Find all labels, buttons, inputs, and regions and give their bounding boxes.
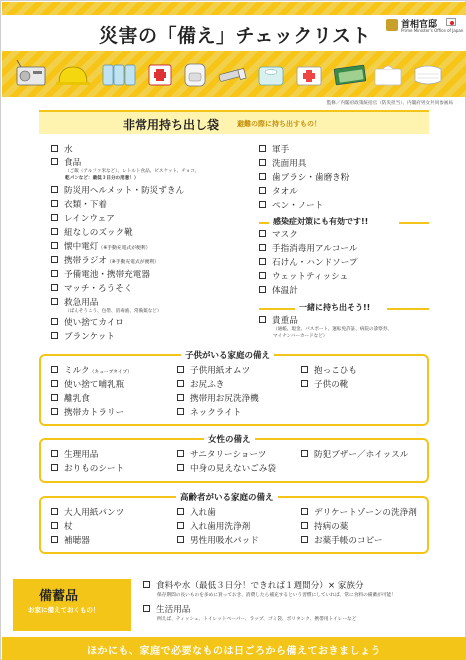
checkbox[interactable] bbox=[177, 394, 184, 401]
elderly-title: 高齢者がいる家庭の備え bbox=[176, 491, 278, 503]
checklist-item[interactable]: 離乳食 bbox=[51, 394, 90, 405]
checklist-item[interactable]: ネックライト bbox=[177, 408, 241, 419]
checklist-item[interactable]: マスク bbox=[259, 230, 298, 241]
cash-icon bbox=[334, 65, 366, 85]
government-logo bbox=[386, 17, 464, 39]
checkbox[interactable] bbox=[51, 270, 58, 277]
checkbox[interactable] bbox=[259, 201, 266, 208]
checkbox[interactable] bbox=[51, 228, 58, 235]
checklist-item[interactable]: レインウェア bbox=[51, 214, 115, 225]
checkbox[interactable] bbox=[51, 394, 58, 401]
checklist-item[interactable]: 入れ歯 bbox=[177, 508, 216, 519]
checkbox[interactable] bbox=[301, 380, 308, 387]
checkbox[interactable] bbox=[259, 187, 266, 194]
checklist-item[interactable]: サニタリーショーツ bbox=[177, 450, 266, 461]
checkbox[interactable] bbox=[177, 536, 184, 543]
checklist-item[interactable]: 携帯カトラリー bbox=[51, 408, 124, 419]
checkbox[interactable] bbox=[259, 173, 266, 180]
checklist-item[interactable]: 食品 bbox=[51, 158, 81, 169]
checkbox[interactable] bbox=[51, 186, 58, 193]
checklist-item[interactable]: ブランケット bbox=[51, 332, 115, 343]
checkbox[interactable] bbox=[51, 298, 58, 305]
checklist-item[interactable]: 子供の靴 bbox=[301, 380, 348, 391]
supplies-illustrations bbox=[13, 59, 453, 89]
checklist-item[interactable]: 衣類・下着 bbox=[51, 200, 107, 211]
checklist-item[interactable]: 懐中電灯（※手動充電式が便利） bbox=[51, 242, 150, 254]
first-aid-kit-icon bbox=[149, 65, 171, 85]
checklist-item[interactable]: 石けん・ハンドソープ bbox=[259, 258, 358, 269]
checkbox[interactable] bbox=[51, 380, 58, 387]
emergency-bag-title: 非常用持ち出し袋 bbox=[123, 118, 220, 132]
checklist-item[interactable]: 入れ歯用洗浄剤 bbox=[177, 522, 250, 533]
checklist-item[interactable]: マッチ・ろうそく bbox=[51, 284, 132, 295]
checkbox[interactable] bbox=[259, 258, 266, 265]
item-note: 乾パンなど：最低３日分の用意！） bbox=[65, 176, 139, 181]
checklist-item[interactable]: お薬手帳のコピー bbox=[301, 536, 382, 547]
checklist-item[interactable]: 中身の見えないごみ袋 bbox=[177, 464, 276, 475]
checklist-item[interactable]: 使い捨てカイロ bbox=[51, 318, 124, 329]
checkbox[interactable] bbox=[51, 332, 58, 339]
checklist-item[interactable]: おりものシート bbox=[51, 464, 124, 475]
checkbox[interactable] bbox=[259, 145, 266, 152]
logo-text: 首相官邸 bbox=[401, 20, 438, 30]
checkbox[interactable] bbox=[259, 272, 266, 279]
checkbox[interactable] bbox=[259, 244, 266, 251]
subhead-rule bbox=[259, 222, 269, 224]
credit-line: 監修／内閣府政策統括官（防災担当）、内閣府男女共同参画局 bbox=[326, 101, 453, 106]
checkbox[interactable] bbox=[301, 522, 308, 529]
item-note: マイナンバーカードなど） bbox=[273, 334, 328, 339]
checklist-item[interactable]: 携帯ラジオ（※手動充電式が便利） bbox=[51, 256, 159, 268]
checkbox[interactable] bbox=[301, 536, 308, 543]
backpack-icon bbox=[185, 64, 205, 86]
checklist-item[interactable]: 抱っこひも bbox=[301, 366, 357, 377]
checklist-item[interactable]: ミルク（キューブタイプ） bbox=[51, 366, 132, 378]
item-note: （ばんそうこう、包帯、消毒液、常備薬など） bbox=[65, 309, 162, 314]
checkbox[interactable] bbox=[51, 284, 58, 291]
checkbox[interactable] bbox=[301, 366, 308, 373]
checkbox[interactable] bbox=[259, 316, 266, 323]
checkbox[interactable] bbox=[177, 508, 184, 515]
item-note: （ご飯（アルファ米など）、レトルト食品、ビスケット、チョコ、 bbox=[65, 169, 200, 174]
checklist-item[interactable]: 防犯ブザー／ホイッスル bbox=[301, 450, 408, 461]
japan-flag-icon bbox=[446, 18, 456, 26]
checklist-item[interactable]: 予備電池・携帯充電器 bbox=[51, 270, 150, 281]
water-icon bbox=[103, 65, 135, 85]
checklist-item[interactable]: 歯ブラシ・歯磨き粉 bbox=[259, 173, 349, 184]
checkbox[interactable] bbox=[51, 408, 58, 415]
item-note: （通帳、現金、パスポート、運転免許証、病院の診察券、 bbox=[273, 327, 393, 332]
subhead-rule bbox=[387, 308, 429, 310]
item-note: 保存期間の長いものを多めに買っておき、消費したら補充するという習慣にしていれば、常に食料の備蓄が可能！ bbox=[157, 593, 396, 598]
checklist-item[interactable]: 子供用紙オムツ bbox=[177, 366, 250, 377]
checklist-item[interactable]: 男性用吸水パッド bbox=[177, 536, 259, 547]
checklist-item[interactable]: 生活用品 bbox=[143, 605, 190, 616]
checklist-item[interactable]: 救急用品 bbox=[51, 298, 98, 309]
helmet-icon bbox=[56, 67, 90, 85]
wipes-icon bbox=[259, 67, 283, 85]
checklist-item[interactable]: 食料や水（最低３日分！できれば１週間分）× 家族分 bbox=[143, 581, 364, 592]
stockpile-title: 備蓄品 bbox=[39, 589, 79, 604]
checkbox[interactable] bbox=[51, 318, 58, 325]
checkbox[interactable] bbox=[51, 450, 58, 457]
checkbox[interactable] bbox=[259, 159, 266, 166]
mask-icon bbox=[415, 66, 441, 84]
together-subhead: 一緒に持ち出そう!! bbox=[299, 303, 371, 312]
checklist-item[interactable]: 洗面用具 bbox=[259, 159, 306, 170]
children-title: 子供がいる家庭の備え bbox=[181, 349, 274, 361]
checkbox[interactable] bbox=[177, 366, 184, 373]
paulownia-crest-icon bbox=[386, 19, 398, 31]
emergency-bag-header bbox=[39, 110, 429, 134]
checkbox[interactable] bbox=[177, 408, 184, 415]
checkbox[interactable] bbox=[143, 581, 150, 588]
infection-subhead: 感染症対策にも有効です!! bbox=[273, 217, 369, 226]
tissue-icon bbox=[375, 66, 401, 85]
checklist-item[interactable]: 防災用ヘルメット・防災ずきん bbox=[51, 186, 184, 197]
checklist-item[interactable]: ウェットティッシュ bbox=[259, 272, 348, 283]
logo-subtext: Prime Minister's Office of Japan bbox=[401, 28, 464, 33]
checklist-item[interactable]: 軍手 bbox=[259, 145, 289, 156]
checkbox[interactable] bbox=[51, 158, 58, 165]
checklist-item[interactable]: 持病の薬 bbox=[301, 522, 348, 533]
subhead-rule bbox=[259, 308, 295, 310]
medicine-box-icon bbox=[297, 67, 321, 85]
checkbox[interactable] bbox=[51, 366, 58, 373]
checkbox[interactable] bbox=[51, 508, 58, 515]
checkbox[interactable] bbox=[51, 242, 58, 249]
checklist-item[interactable]: 手指消毒用アルコール bbox=[259, 244, 357, 255]
checkbox[interactable] bbox=[177, 450, 184, 457]
checkbox[interactable] bbox=[51, 536, 58, 543]
page-title: 災害の「備え」チェックリスト bbox=[99, 25, 372, 47]
checkbox[interactable] bbox=[51, 464, 58, 471]
checkbox[interactable] bbox=[51, 256, 58, 263]
checklist-item[interactable]: 体温計 bbox=[259, 286, 298, 297]
emergency-bag-subtitle: 避難の際に持ち出すもの！ bbox=[237, 120, 321, 128]
checkbox[interactable] bbox=[51, 214, 58, 221]
checkbox[interactable] bbox=[177, 380, 184, 387]
checklist-item[interactable]: 貴重品 bbox=[259, 316, 298, 327]
footer-text: ほかにも、家庭で必要なものは日ごろから備えておきましょう bbox=[87, 646, 381, 657]
checkbox[interactable] bbox=[177, 522, 184, 529]
checkbox[interactable] bbox=[301, 508, 308, 515]
checkbox[interactable] bbox=[177, 464, 184, 471]
checkbox[interactable] bbox=[143, 605, 150, 612]
checklist-item[interactable]: 水 bbox=[51, 145, 73, 156]
checklist-item[interactable]: 紐なしのズック靴 bbox=[51, 228, 133, 239]
checklist-item[interactable]: お尻ふき bbox=[177, 380, 224, 391]
checkbox[interactable] bbox=[259, 230, 266, 237]
checklist-item[interactable]: 杖 bbox=[51, 522, 73, 533]
subhead-rule bbox=[399, 222, 429, 224]
checkbox[interactable] bbox=[51, 522, 58, 529]
footer-banner bbox=[2, 637, 466, 660]
checklist-item[interactable]: タオル bbox=[259, 187, 298, 198]
stockpile-subtitle: お家に備えておくもの！ bbox=[28, 606, 100, 614]
women-title: 女性の備え bbox=[204, 433, 255, 445]
checkbox[interactable] bbox=[51, 145, 58, 152]
checklist-item[interactable]: 補聴器 bbox=[51, 536, 90, 547]
checklist-item[interactable]: 使い捨て哺乳瓶 bbox=[51, 380, 124, 391]
checkbox[interactable] bbox=[51, 200, 58, 207]
radio-icon bbox=[17, 60, 45, 85]
checklist-item[interactable]: 携帯用お尻洗浄機 bbox=[177, 394, 259, 405]
checklist-item[interactable]: デリケートゾーンの洗浄剤 bbox=[301, 508, 417, 519]
checkbox[interactable] bbox=[301, 450, 308, 457]
item-note: 例えば、ティッシュ、トイレットペーパー、ラップ、ゴミ袋、ポリタンク、携帯用トイレーなど bbox=[157, 617, 357, 622]
checkbox[interactable] bbox=[259, 286, 266, 293]
flashlight-icon bbox=[219, 68, 247, 81]
checklist-item[interactable]: ペン・ノート bbox=[259, 201, 323, 212]
checklist-item[interactable]: 生理用品 bbox=[51, 450, 98, 461]
checklist-item[interactable]: 大人用紙パンツ bbox=[51, 508, 124, 519]
